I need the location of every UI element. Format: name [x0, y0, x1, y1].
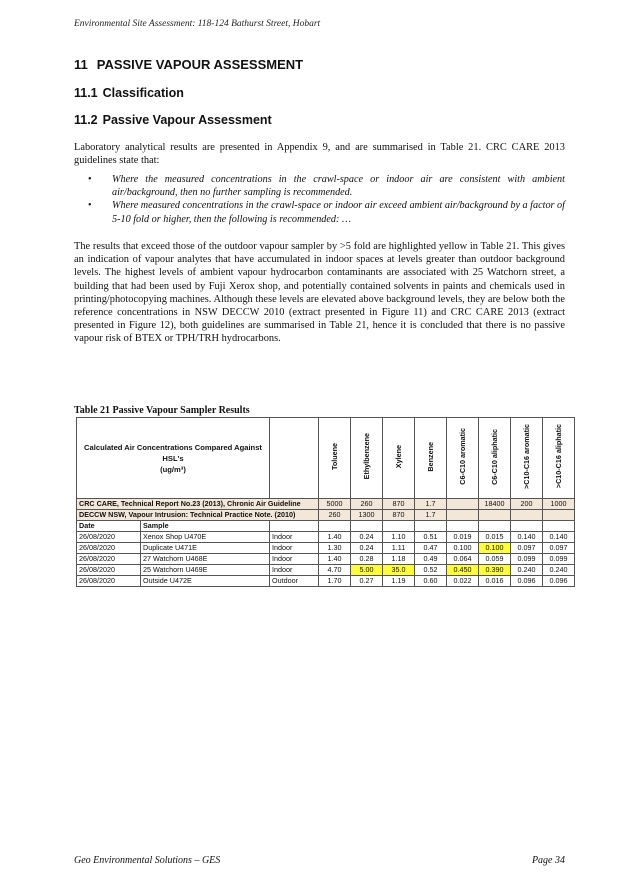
highlighted-value-cell: 0.390: [479, 565, 511, 576]
table-row: [77, 565, 575, 576]
value-cell: 0.140: [543, 532, 575, 543]
value-cell: 0.097: [511, 543, 543, 554]
cell-location: Indoor: [270, 543, 319, 554]
list-item: [88, 173, 565, 199]
analyte-header: >C10-C16 aliphatic: [543, 418, 575, 499]
highlighted-value-cell: 35.0: [383, 565, 415, 576]
column-header-row: [77, 521, 575, 532]
subsection-title: Passive Vapour Assessment: [102, 113, 272, 127]
value-cell: 0.24: [351, 532, 383, 543]
footer-page-number: Page 34: [531, 855, 565, 866]
table-units: (ug/m³): [160, 464, 186, 474]
value-cell: 0.60: [415, 576, 447, 587]
blank-header-cell: [270, 418, 319, 499]
section-heading: [74, 57, 303, 72]
cell-date: 26/08/2020: [77, 565, 141, 576]
bullet-icon: •: [88, 200, 92, 212]
bullet-text: Where the measured concentrations in the crawl-space or indoor air are consistent with ambient air/background, then no further sampling is recommended.: [112, 174, 565, 199]
subsection-title: Classification: [102, 86, 184, 100]
table-body: [77, 532, 575, 587]
cell-sample: Xenox Shop U470E: [141, 532, 270, 543]
guideline-label: CRC CARE, Technical Report No.23 (2013), Chronic Air Guideline: [77, 499, 319, 510]
cell-sample: 27 Watchorn U468E: [141, 554, 270, 565]
value-cell: 0.022: [447, 576, 479, 587]
value-cell: 0.240: [511, 565, 543, 576]
value-cell: 0.099: [543, 554, 575, 565]
cell-date: 26/08/2020: [77, 576, 141, 587]
table-row: [77, 532, 575, 543]
table-row: [77, 576, 575, 587]
value-cell: 0.015: [479, 532, 511, 543]
guideline-row-crc-care: CRC CARE, Technical Report No.23 (2013), Chronic Air Guideline 5000 260 870 1.7 18400 200 1000: [77, 499, 575, 510]
guideline-row-deccw: DECCW NSW, Vapour Intrusion: Technical Practice Note. (2010) 260 1300 870 1.7: [77, 510, 575, 521]
value-cell: 0.100: [447, 543, 479, 554]
running-header: Environmental Site Assessment: 118-124 Bathurst Street, Hobart: [74, 19, 321, 29]
table-caption: Table 21 Passive Vapour Sampler Results: [74, 405, 250, 416]
value-cell: 0.47: [415, 543, 447, 554]
value-cell: 0.140: [511, 532, 543, 543]
guideline-bullet-list: [88, 173, 565, 226]
results-paragraph: The results that exceed those of the outdoor vapour sampler by >5 fold are highlighted yellow in Table 21. This gives an indication of vapour analytes that have accumulated in indoor spaces at levels greater than outdoor background levels. The highest levels of ambient vapour hydrocarbon contaminants are associated with 25 Watchorn street, a building that had been used by Fuji Xerox shop, and potentially contained solvents in paints and chemicals used in printing/photocopying machines. Although these levels are elevated above background levels, they are below both the reference concentrations in NSW DECCW 2010 (extract presented in Figure 11) and CRC CARE 2013 (extract presented in Figure 12), both guidelines are summarised in Table 21, hence it is concluded that there is no passive vapour risk of BTEX or TPH/TRH hydrocarbons.: [74, 241, 565, 345]
subsection-number: 11.1: [74, 86, 98, 100]
subsection-number: 11.2: [74, 113, 98, 127]
cell-date: 26/08/2020: [77, 543, 141, 554]
analyte-header: C6-C10 aromatic: [447, 418, 479, 499]
analyte-header: Toluene: [319, 418, 351, 499]
bullet-text: Where measured concentrations in the crawl-space or indoor air exceed ambient air/background by a factor of 5-10 fold or higher, then the following is recommended: …: [112, 200, 565, 225]
highlighted-value-cell: 5.00: [351, 565, 383, 576]
list-item: [88, 199, 565, 225]
bullet-icon: •: [88, 174, 92, 185]
guideline-label: DECCW NSW, Vapour Intrusion: Technical Practice Note. (2010): [77, 510, 319, 521]
value-cell: 1.11: [383, 543, 415, 554]
highlighted-value-cell: 0.450: [447, 565, 479, 576]
intro-paragraph: Laboratory analytical results are presented in Appendix 9, and are summarised in Table 21. CRC CARE 2013 guidelines state that:: [74, 142, 565, 167]
value-cell: 0.28: [351, 554, 383, 565]
cell-date: 26/08/2020: [77, 554, 141, 565]
table-row: [77, 554, 575, 565]
subsection-heading-classification: [74, 86, 184, 100]
cell-sample: Outside U472E: [141, 576, 270, 587]
value-cell: 0.24: [351, 543, 383, 554]
table-title-cell: [77, 418, 270, 499]
cell-location: Indoor: [270, 565, 319, 576]
value-cell: 0.096: [543, 576, 575, 587]
subsection-heading-passive-vapour: [74, 113, 272, 127]
cell-sample: 25 Watchorn U469E: [141, 565, 270, 576]
value-cell: 1.70: [319, 576, 351, 587]
cell-location: Outdoor: [270, 576, 319, 587]
analyte-header: Xylene: [383, 418, 415, 499]
value-cell: 1.18: [383, 554, 415, 565]
value-cell: 1.40: [319, 532, 351, 543]
value-cell: 0.059: [479, 554, 511, 565]
footer-company: Geo Environmental Solutions – GES: [74, 855, 221, 866]
analyte-header: >C10-C16 aromatic: [511, 418, 543, 499]
value-cell: 1.19: [383, 576, 415, 587]
value-cell: 0.019: [447, 532, 479, 543]
section-title: PASSIVE VAPOUR ASSESSMENT: [96, 57, 304, 72]
date-header: Date: [77, 521, 141, 532]
highlighted-value-cell: 0.100: [479, 543, 511, 554]
value-cell: 0.097: [543, 543, 575, 554]
value-cell: 0.52: [415, 565, 447, 576]
value-cell: 0.064: [447, 554, 479, 565]
value-cell: 0.016: [479, 576, 511, 587]
value-cell: 0.27: [351, 576, 383, 587]
table-title: Calculated Air Concentrations Compared Against HSL's: [84, 442, 262, 463]
cell-location: Indoor: [270, 532, 319, 543]
section-number: 11: [74, 57, 88, 72]
analyte-header: Ethylbenzene: [351, 418, 383, 499]
value-cell: 1.40: [319, 554, 351, 565]
value-cell: 0.51: [415, 532, 447, 543]
value-cell: 0.49: [415, 554, 447, 565]
value-cell: 0.240: [543, 565, 575, 576]
analyte-header: Benzene: [415, 418, 447, 499]
vapour-results-table: [76, 417, 575, 587]
table-header-row: [77, 418, 575, 499]
table-row: [77, 543, 575, 554]
value-cell: 0.096: [511, 576, 543, 587]
value-cell: 1.30: [319, 543, 351, 554]
value-cell: 0.099: [511, 554, 543, 565]
cell-sample: Duplicate U471E: [141, 543, 270, 554]
analyte-header: C6-C10 aliphatic: [479, 418, 511, 499]
value-cell: 4.70: [319, 565, 351, 576]
value-cell: 1.10: [383, 532, 415, 543]
cell-date: 26/08/2020: [77, 532, 141, 543]
cell-location: Indoor: [270, 554, 319, 565]
sample-header: Sample: [141, 521, 270, 532]
